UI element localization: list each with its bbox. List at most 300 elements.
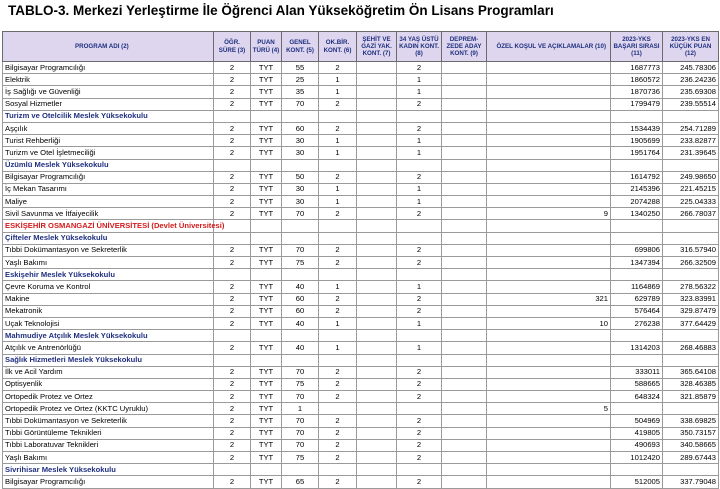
table-cell: TYT [251,98,282,110]
table-row [3,257,719,269]
table-cell: 2 [319,122,357,134]
table-cell: TYT [251,196,282,208]
table-cell [487,427,611,439]
table-cell: 377.64429 [663,317,719,329]
table-cell: İlk ve Acil Yardım [3,366,214,378]
table-cell [442,196,487,208]
table-cell: Bilgisayar Programcılığı [3,476,214,488]
table-cell [357,220,397,232]
section-name: Üzümlü Meslek Yüksekokulu [3,159,214,171]
table-cell: 2 [319,366,357,378]
section-name: Çifteler Meslek Yüksekokulu [3,232,214,244]
table-cell [487,98,611,110]
table-cell [357,110,397,122]
table-cell: 1951764 [611,147,663,159]
table-cell: 2 [214,476,251,488]
table-cell: 2 [319,476,357,488]
table-cell: 40 [282,281,319,293]
table-cell: 2 [397,391,442,403]
table-cell: Optisyenlik [3,378,214,390]
table-cell [251,232,282,244]
table-cell: Çevre Koruma ve Kontrol [3,281,214,293]
table-cell: 337.79048 [663,476,719,488]
table-cell [487,62,611,74]
table-cell: 2 [214,415,251,427]
table-cell: 2 [319,98,357,110]
table-cell [251,220,282,232]
table-cell: 254.71289 [663,122,719,134]
table-cell: 75 [282,452,319,464]
table-cell [442,62,487,74]
table-cell: Yaşlı Bakımı [3,452,214,464]
table-cell: 316.57940 [663,244,719,256]
table-cell: 9 [487,208,611,220]
table-cell: İç Mekan Tasarımı [3,183,214,195]
table-cell: 2 [214,427,251,439]
table-cell: 512005 [611,476,663,488]
table-cell [487,391,611,403]
section-name: Sivrihisar Meslek Yüksekokulu [3,464,214,476]
table-cell [487,135,611,147]
table-cell [487,74,611,86]
table-cell [357,159,397,171]
table-cell: 648324 [611,391,663,403]
table-cell: TYT [251,427,282,439]
table-cell: 30 [282,147,319,159]
table-row [3,62,719,74]
table-cell: Ortopedik Protez ve Ortez (KKTC Uyruklu) [3,403,214,415]
table-cell: 2 [214,366,251,378]
table-row [3,122,719,134]
table-cell: TYT [251,378,282,390]
table-cell [282,330,319,342]
table-cell [611,269,663,281]
table-cell [487,281,611,293]
table-cell [251,269,282,281]
table-row [3,391,719,403]
table-cell: TYT [251,439,282,451]
table-cell: TYT [251,257,282,269]
table-cell: TYT [251,208,282,220]
section-row [3,232,719,244]
table-cell: 50 [282,171,319,183]
table-cell [442,159,487,171]
table-cell [442,342,487,354]
table-cell [319,330,357,342]
table-cell: TYT [251,147,282,159]
table-cell [442,98,487,110]
table-cell: Turist Rehberliği [3,135,214,147]
table-cell [442,220,487,232]
table-cell: 1 [397,317,442,329]
table-cell: 1 [397,74,442,86]
table-cell [282,220,319,232]
table-cell: 1 [397,196,442,208]
table-row [3,427,719,439]
table-cell: 333011 [611,366,663,378]
section-name: Eskişehir Meslek Yüksekokulu [3,269,214,281]
header-earthquake-victim-quota: DEPREM-ZEDE ADAY KONT. (9) [442,32,487,62]
table-cell [442,354,487,366]
table-cell [442,415,487,427]
table-cell: 1870736 [611,86,663,98]
university-row [3,220,719,232]
table-cell: 504969 [611,415,663,427]
table-cell: 2 [214,342,251,354]
table-cell [357,74,397,86]
table-cell: TYT [251,74,282,86]
table-cell [357,257,397,269]
table-cell [319,220,357,232]
table-cell: 1 [319,147,357,159]
table-cell: 2 [319,171,357,183]
table-cell [663,269,719,281]
table-cell [251,354,282,366]
table-cell: 266.78037 [663,208,719,220]
table-cell: TYT [251,244,282,256]
table-cell: 70 [282,427,319,439]
table-cell: 2 [319,244,357,256]
table-cell: 2 [214,439,251,451]
table-cell: Tıbbi Laboratuvar Teknikleri [3,439,214,451]
table-cell [357,196,397,208]
table-cell [442,305,487,317]
table-cell: 2 [319,427,357,439]
table-cell [442,317,487,329]
table-cell: TYT [251,342,282,354]
table-cell: 2 [214,391,251,403]
table-cell [487,342,611,354]
table-cell [487,159,611,171]
table-cell: 2 [319,378,357,390]
table-cell: 70 [282,439,319,451]
table-cell: 2 [214,122,251,134]
table-cell: 2 [397,98,442,110]
table-cell: 1 [319,281,357,293]
table-cell: 2 [214,257,251,269]
table-row [3,183,719,195]
section-row [3,110,719,122]
table-cell [319,232,357,244]
table-cell: 2 [319,208,357,220]
table-row [3,452,719,464]
table-cell [357,439,397,451]
table-cell: 55 [282,62,319,74]
table-cell [663,330,719,342]
table-cell: 1340250 [611,208,663,220]
table-cell: 70 [282,391,319,403]
table-cell [319,403,357,415]
table-cell: 2145396 [611,183,663,195]
table-cell: 588665 [611,378,663,390]
table-cell: 699806 [611,244,663,256]
table-cell: TYT [251,403,282,415]
table-cell [487,86,611,98]
table-cell: 2 [214,74,251,86]
table-cell [487,439,611,451]
table-cell: 1860572 [611,74,663,86]
table-cell: 2 [397,476,442,488]
table-cell: 2 [397,427,442,439]
table-cell [357,452,397,464]
table-cell: 70 [282,98,319,110]
table-cell: 2 [397,452,442,464]
table-cell [357,317,397,329]
table-cell [442,74,487,86]
header-general-quota: GENEL KONT. (5) [282,32,319,62]
table-cell [442,135,487,147]
table-cell [663,403,719,415]
table-cell [357,98,397,110]
table-cell: Elektrik [3,74,214,86]
section-row [3,269,719,281]
table-cell: 2 [319,452,357,464]
table-cell [487,147,611,159]
table-cell [397,220,442,232]
table-cell: 1314203 [611,342,663,354]
table-cell: 338.69825 [663,415,719,427]
table-cell [487,196,611,208]
table-cell: TYT [251,317,282,329]
table-cell: Ortopedik Protez ve Ortez [3,391,214,403]
table-cell: 30 [282,196,319,208]
header-martyr-veteran-quota: ŞEHİT VE GAZİ YAK. KONT. (7) [357,32,397,62]
table-cell: 268.46883 [663,342,719,354]
table-cell [357,183,397,195]
table-cell [487,110,611,122]
table-cell: Maliye [3,196,214,208]
table-cell: İş Sağlığı ve Güvenliği [3,86,214,98]
table-cell: 1347394 [611,257,663,269]
table-cell: 1687773 [611,62,663,74]
table-cell [442,403,487,415]
table-cell [442,110,487,122]
table-cell: 70 [282,415,319,427]
table-cell: Mekatronik [3,305,214,317]
table-row [3,366,719,378]
table-row [3,378,719,390]
table-cell: 1614792 [611,171,663,183]
table-cell: 2 [397,293,442,305]
header-duration: ÖĞR. SÜRE (3) [214,32,251,62]
table-cell: 249.98650 [663,171,719,183]
table-cell [442,147,487,159]
table-cell: TYT [251,366,282,378]
table-cell: 289.67443 [663,452,719,464]
table-row [3,135,719,147]
table-cell [442,257,487,269]
table-cell [487,244,611,256]
table-cell [282,232,319,244]
table-cell [611,354,663,366]
section-row [3,159,719,171]
table-cell [251,464,282,476]
table-cell [487,257,611,269]
table-cell [487,269,611,281]
table-cell: Bilgisayar Programcılığı [3,62,214,74]
university-name: ESKİŞEHİR OSMANGAZİ ÜNİVERSİTESİ (Devlet Üniversitesi) [3,220,214,232]
table-row [3,74,719,86]
table-cell [487,305,611,317]
table-cell: 235.69308 [663,86,719,98]
header-special-conditions: ÖZEL KOŞUL VE AÇIKLAMALAR (10) [487,32,611,62]
table-cell [357,330,397,342]
table-cell: 1 [319,342,357,354]
table-cell: TYT [251,86,282,98]
table-cell [442,439,487,451]
table-cell [663,232,719,244]
table-cell [282,354,319,366]
table-cell: 1534439 [611,122,663,134]
table-cell [214,269,251,281]
table-cell: 1 [397,147,442,159]
table-cell: 2 [397,122,442,134]
table-cell [357,208,397,220]
table-row [3,342,719,354]
section-name: Mahmudiye Atçılık Meslek Yüksekokulu [3,330,214,342]
table-cell [282,110,319,122]
table-cell [442,366,487,378]
table-cell [442,330,487,342]
table-cell [611,159,663,171]
table-cell [357,305,397,317]
table-cell: TYT [251,171,282,183]
table-cell: 75 [282,378,319,390]
table-cell: 2 [397,208,442,220]
table-cell [397,110,442,122]
table-cell: 2 [214,62,251,74]
table-cell: 340.58665 [663,439,719,451]
table-cell: 2 [214,98,251,110]
table-cell: 266.32509 [663,257,719,269]
table-cell [487,378,611,390]
table-cell: 276238 [611,317,663,329]
header-top-student-quota: OK.BİR. KONT. (6) [319,32,357,62]
table-cell [397,159,442,171]
table-cell: 2 [214,281,251,293]
table-cell [397,464,442,476]
table-row [3,208,719,220]
table-cell [397,354,442,366]
table-cell [487,452,611,464]
table-cell [442,122,487,134]
table-cell: 1 [319,74,357,86]
table-cell [357,244,397,256]
table-cell [251,159,282,171]
table-cell: 1 [319,135,357,147]
table-cell: Tıbbi Dokümantasyon ve Sekreterlik [3,415,214,427]
table-cell: TYT [251,281,282,293]
table-cell: 1 [319,183,357,195]
table-cell: 2 [214,317,251,329]
table-cell: 1012420 [611,452,663,464]
table-cell [442,464,487,476]
table-cell: 2 [319,305,357,317]
table-cell [611,403,663,415]
table-cell [319,159,357,171]
table-cell [251,110,282,122]
table-cell [319,110,357,122]
table-cell: 278.56322 [663,281,719,293]
table-cell [214,354,251,366]
table-cell: 2 [319,415,357,427]
table-row [3,476,719,488]
section-name: Turizm ve Otelcilik Meslek Yüksekokulu [3,110,214,122]
table-cell: 245.78306 [663,62,719,74]
table-cell [319,354,357,366]
table-cell: 236.24236 [663,74,719,86]
table-cell: 2 [214,196,251,208]
table-cell [611,330,663,342]
table-cell [487,232,611,244]
table-cell: 65 [282,476,319,488]
header-success-rank: 2023-YKS BAŞARI SIRASI (11) [611,32,663,62]
table-cell [357,135,397,147]
table-cell: 2 [319,439,357,451]
table-cell: 2 [214,378,251,390]
table-cell [397,330,442,342]
table-cell: TYT [251,476,282,488]
table-cell [357,147,397,159]
table-row [3,415,719,427]
table-cell: Tıbbi Görüntüleme Teknikleri [3,427,214,439]
table-cell [282,159,319,171]
table-cell [611,464,663,476]
table-cell [663,464,719,476]
header-row [3,32,719,62]
table-cell [319,464,357,476]
table-cell: 2 [397,415,442,427]
page-title: TABLO-3. Merkezi Yerleştirme İle Öğrenci Alan Yükseköğretim Ön Lisans Programları [8,3,554,18]
table-cell [357,62,397,74]
table-cell [442,476,487,488]
header-min-score: 2023-YKS EN KÜÇÜK PUAN (12) [663,32,719,62]
table-cell: 1 [319,86,357,98]
table-cell: 2 [397,62,442,74]
table-cell: 70 [282,208,319,220]
table-cell [442,427,487,439]
table-cell: 2 [319,293,357,305]
table-cell: Aşçılık [3,122,214,134]
table-cell [487,464,611,476]
table-cell: 2 [319,257,357,269]
table-cell: 1905699 [611,135,663,147]
table-cell [487,183,611,195]
table-row [3,439,719,451]
table-cell [487,476,611,488]
table-cell: 40 [282,317,319,329]
table-cell: 2 [397,257,442,269]
table-cell [357,269,397,281]
table-cell: Bilgisayar Programcılığı [3,171,214,183]
section-row [3,330,719,342]
table-cell [357,232,397,244]
table-cell: Yaşlı Bakımı [3,257,214,269]
table-cell [357,171,397,183]
program-table-wrapper [2,31,718,486]
table-cell: 419805 [611,427,663,439]
table-cell [397,232,442,244]
table-cell [442,208,487,220]
table-cell: 2 [397,366,442,378]
table-cell: Uçak Teknolojisi [3,317,214,329]
table-cell [397,269,442,281]
table-cell: 2 [397,305,442,317]
table-cell: 328.46385 [663,378,719,390]
table-cell [397,403,442,415]
table-cell: 233.82877 [663,135,719,147]
table-cell: TYT [251,122,282,134]
